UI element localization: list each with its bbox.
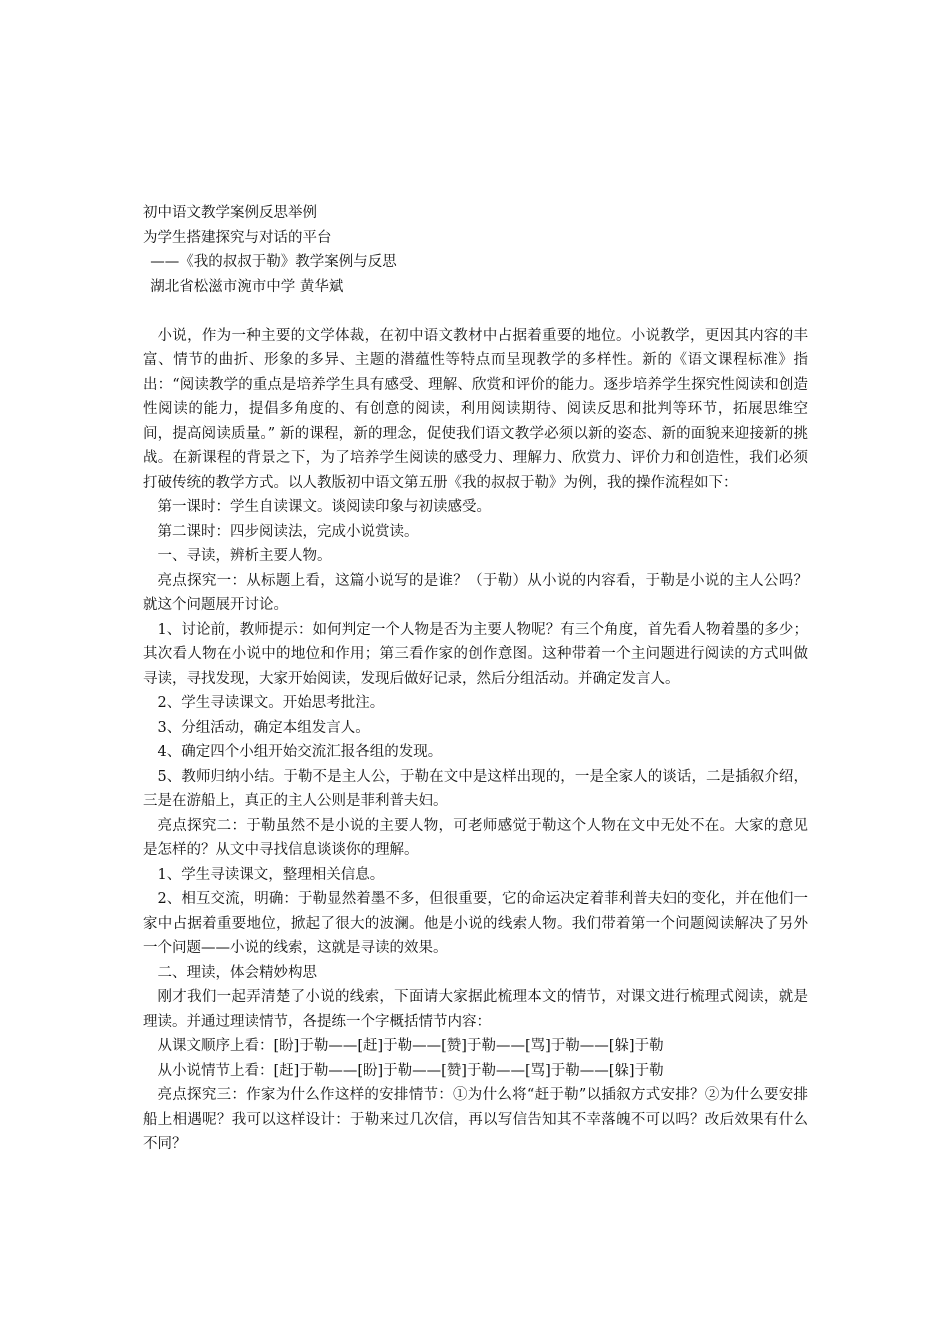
section-heading: 二、理读，体会精妙构思 bbox=[157, 964, 317, 981]
paragraph: 2、学生寻读课文。开始思考批注。 bbox=[157, 695, 385, 711]
paragraph: 1、讨论前，教师提示：如何判定一个人物是否为主要人物呢？有三个角度，首先看人物着墨的多少；其次看人物在小说中的地位和作用；第三看作家的创作意图。这种带着一个主问题进行阅读的方式叫做寻读，寻找发现，大家开始阅读，发现后做好记录，然后分组活动。并确定发言人。 bbox=[143, 621, 808, 687]
section-heading: 一、寻读，辨析主要人物。 bbox=[157, 548, 332, 564]
document-page bbox=[143, 201, 808, 1157]
paragraph: 亮点探究三：作家为什么作这样的安排情节：①为什么将“赶于勒”以插叙方式安排？②为什么要安排船上相遇呢？我可以这样设计：于勒来过几次信，再以写信告知其不幸落魄不可以吗？改后效果有什么不同？ bbox=[143, 1087, 808, 1152]
paragraph: 刚才我们一起弄清楚了小说的线索，下面请大家据此梳理本文的情节，对课文进行梳理式阅读，就是理读。并通过理读情节，各提练一个字概括情节内容： bbox=[143, 989, 808, 1030]
document-title: 初中语文教学案例反思举例 bbox=[143, 205, 317, 221]
paragraph: 亮点探究一：从标题上看，这篇小说写的是谁？（于勒）从小说的内容看，于勒是小说的主人公吗？就这个问题展开讨论。 bbox=[143, 572, 808, 613]
paragraph: 亮点探究二：于勒虽然不是小说的主要人物，可老师感觉于勒这个人物在文中无处不在。大家的意见是怎样的？从文中寻找信息谈谈你的理解。 bbox=[143, 817, 808, 858]
blank-line bbox=[143, 299, 808, 324]
paragraph: 第二课时：四步阅读法，完成小说赏读。 bbox=[157, 523, 419, 540]
document-subtitle-secondary: ——《我的叔叔于勒》教学案例与反思 bbox=[150, 254, 397, 270]
paragraph: 第一课时：学生自读课文。谈阅读印象与初读感受。 bbox=[157, 499, 491, 515]
paragraph: 从小说情节上看：[赶]于勒——[盼]于勒——[赞]于勒——[骂]于勒——[躲]于勒 bbox=[157, 1062, 664, 1079]
paragraph: 1、学生寻读课文，整理相关信息。 bbox=[157, 866, 385, 883]
paragraph-intro: 小说，作为一种主要的文学体裁，在初中语文教材中占据着重要的地位。小说教学，更因其内容的丰富、情节的曲折、形象的多异、主题的潜蕴性等特点而呈现教学的多样性。新的《语文课程标准》指出：“阅读教学的重点是培养学生具有感受、理解、欣赏和评价的能力。逐步培养学生探究性阅读和创造性阅读的能力，提倡多角度的、有创意的阅读，利用阅读期待、阅读反思和批判等环节，拓展思维空间，提高阅读质量。” 新的课程，新的理念，促使我们语文教学必须以新的姿态、新的面貌来迎接新的挑战。在新课程的背景之下，为了培养学生阅读的感受力、理解力、欣赏力、评价力和创造性，我们必须打破传统的教学方式。以人教版初中语文第五册《我的叔叔于勒》为例，我的操作流程如下： bbox=[143, 327, 808, 491]
document-subtitle: 为学生搭建探究与对话的平台 bbox=[143, 229, 332, 246]
paragraph: 从课文顺序上看：[盼]于勒——[赶]于勒——[赞]于勒——[骂]于勒——[躲]于勒 bbox=[157, 1038, 664, 1054]
paragraph: 4、确定四个小组开始交流汇报各组的发现。 bbox=[157, 744, 443, 760]
paragraph: 2、相互交流，明确：于勒显然着墨不多，但很重要，它的命运决定着菲利普夫妇的变化，并在他们一家中占据着重要地位，掀起了很大的波澜。他是小说的线索人物。我们带着第一个问题阅读解决了另外一个问题——小说的线索，这就是寻读的效果。 bbox=[143, 891, 808, 956]
paragraph: 3、分组活动，确定本组发言人。 bbox=[157, 719, 370, 736]
paragraph: 5、教师归纳小结。于勒不是主人公，于勒在文中是这样出现的，一是全家人的谈话，二是插叙介绍，三是在游船上，真正的主人公则是菲利普夫妇。 bbox=[143, 768, 808, 809]
document-author: 湖北省松滋市涴市中学 黄华斌 bbox=[150, 278, 344, 295]
